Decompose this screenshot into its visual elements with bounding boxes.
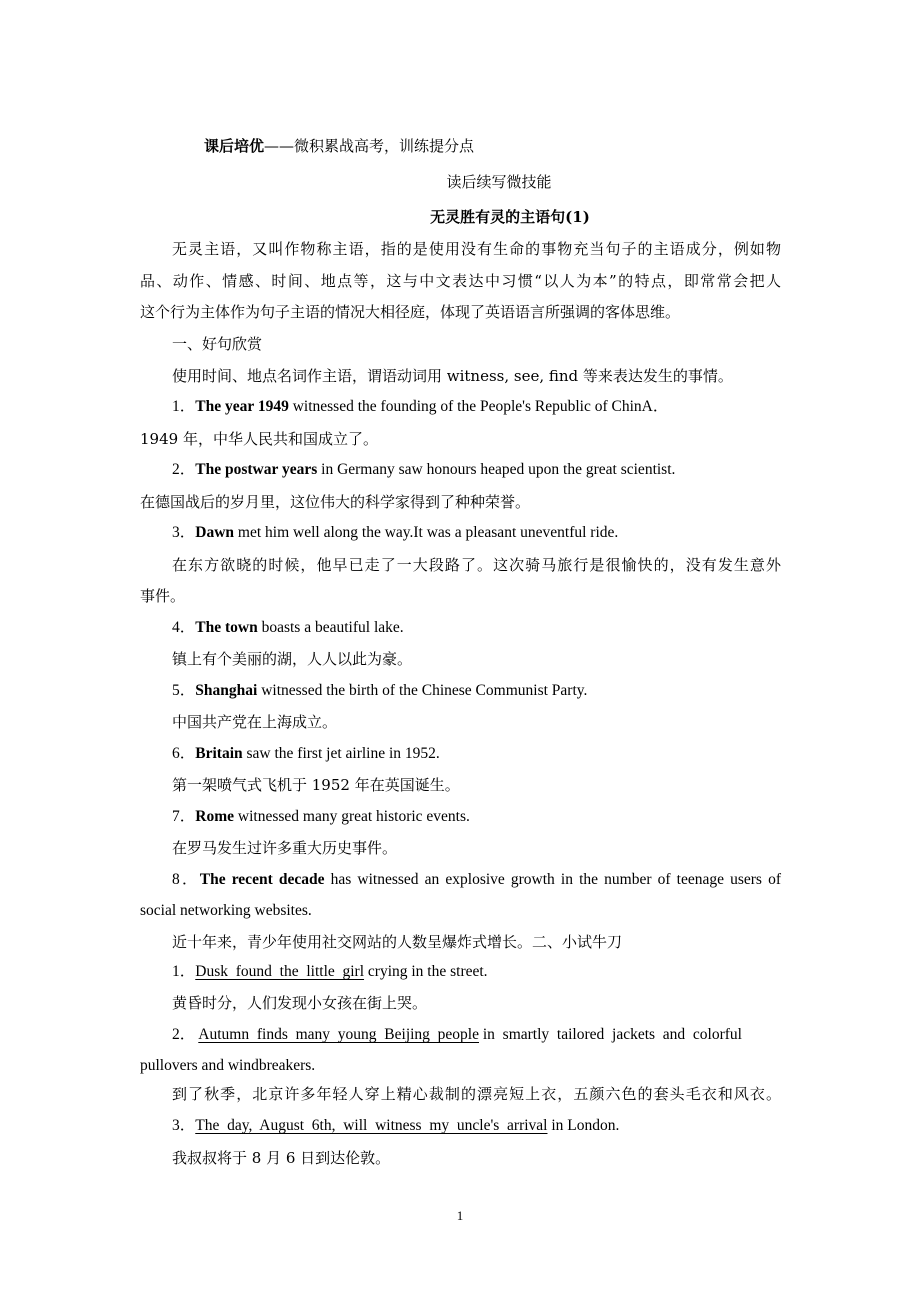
practice-underlined: Autumn finds many young Beijing people bbox=[198, 1026, 479, 1043]
example-subject: The postwar years bbox=[195, 461, 318, 478]
example-6-en: 6．Britain saw the first jet airline in 1952. bbox=[172, 745, 440, 762]
example-3-cn: 在东方欲晓的时候，他早已走了一大段路了。这次骑马旅行是很愉快的，没有发生意外 bbox=[172, 556, 781, 574]
subtitle: 读后续写微技能 bbox=[446, 173, 552, 191]
section-heading: 一、好句欣赏 bbox=[172, 335, 263, 353]
example-subject: Rome bbox=[195, 808, 235, 825]
example-4-en: 4．The town boasts a beautiful lake. bbox=[172, 619, 404, 636]
example-7-en: 7．Rome witnessed many great historic events. bbox=[172, 808, 470, 825]
page-title: 无灵胜有灵的主语句(1) bbox=[430, 208, 590, 226]
header-tag-rest: ——微积累战高考，训练提分点 bbox=[264, 137, 475, 155]
example-3-en: 3．Dawn met him well along the way.It was a pleasant uneventful ride. bbox=[172, 524, 619, 541]
example-8-en: 8．The recent decade has witnessed an explosive growth in the number of teenage users of bbox=[172, 871, 781, 888]
example-3-cn-cont: 事件。 bbox=[140, 587, 186, 605]
example-subject: Britain bbox=[195, 745, 243, 762]
example-1-en: 1．The year 1949 witnessed the founding of the People's Republic of ChinA． bbox=[172, 398, 669, 415]
practice-3-cn: 我叔叔将于 8 月 6 日到达伦敦。 bbox=[172, 1149, 391, 1167]
intro-line-2: 品、动作、情感、时间、地点等，这与中文表达中习惯“以人为本”的特点，即常常会把人 bbox=[140, 272, 781, 290]
example-4-cn: 镇上有个美丽的湖，人人以此为豪。 bbox=[172, 650, 413, 668]
header-tag: 课后培优 bbox=[204, 137, 265, 155]
section-desc: 使用时间、地点名词作主语，谓语动词用 witness, see, find 等来表达发生的事情。 bbox=[172, 367, 733, 385]
example-7-cn: 在罗马发生过许多重大历史事件。 bbox=[172, 839, 398, 857]
practice-underlined: Dusk found the little girl bbox=[195, 963, 365, 980]
example-subject: Dawn bbox=[195, 524, 235, 541]
example-subject: Shanghai bbox=[195, 682, 258, 699]
practice-3-en: 3．The day, August 6th, will witness my uncle's arrival in London. bbox=[172, 1117, 620, 1134]
example-subject: The town bbox=[195, 619, 258, 636]
practice-2-en-cont: pullovers and windbreakers. bbox=[140, 1057, 316, 1074]
example-2-cn: 在德国战后的岁月里，这位伟大的科学家得到了种种荣誉。 bbox=[140, 493, 531, 511]
practice-1-en: 1．Dusk found the little girl crying in the street. bbox=[172, 963, 488, 980]
practice-1-cn: 黄昏时分，人们发现小女孩在街上哭。 bbox=[172, 994, 428, 1012]
example-1-cn: 1949 年，中华人民共和国成立了。 bbox=[140, 430, 378, 448]
example-6-cn: 第一架喷气式飞机于 1952 年在英国诞生。 bbox=[172, 776, 460, 794]
example-subject: The year 1949 bbox=[195, 398, 289, 415]
page-number: 1 bbox=[456, 1208, 464, 1223]
practice-2-cn: 到了秋季，北京许多年轻人穿上精心裁制的漂亮短上衣，五颜六色的套头毛衣和风衣。 bbox=[172, 1085, 781, 1103]
example-8-cn: 近十年来，青少年使用社交网站的人数呈爆炸式增长。二、小试牛刀 bbox=[172, 933, 623, 951]
example-subject: The recent decade bbox=[199, 871, 325, 888]
practice-underlined: The day, August 6th, will witness my uncle's arrival bbox=[195, 1117, 548, 1134]
example-5-cn: 中国共产党在上海成立。 bbox=[172, 713, 338, 731]
header-line bbox=[204, 136, 474, 156]
example-2-en: 2．The postwar years in Germany saw honours heaped upon the great scientist. bbox=[172, 461, 676, 478]
intro-line-1: 无灵主语，又叫作物称主语，指的是使用没有生命的事物充当句子的主语成分，例如物 bbox=[172, 240, 781, 258]
example-8-en-cont: social networking websites. bbox=[140, 902, 312, 919]
practice-2-en: 2． Autumn finds many young Beijing people in smartly tailored jackets and colorful bbox=[172, 1026, 742, 1043]
intro-line-3: 这个行为主体作为句子主语的情况大相径庭，体现了英语语言所强调的客体思维。 bbox=[140, 303, 681, 321]
example-5-en: 5．Shanghai witnessed the birth of the Chinese Communist Party. bbox=[172, 682, 588, 699]
